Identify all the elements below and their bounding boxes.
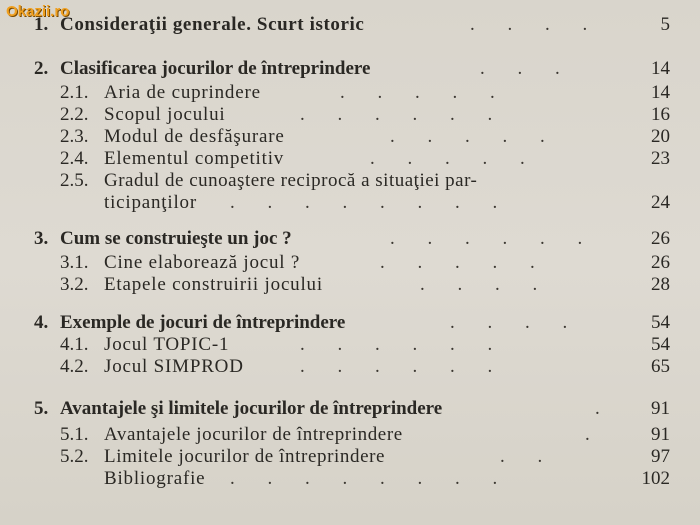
toc-page-number: 26 (651, 252, 670, 273)
toc-number: 2.5. (60, 170, 89, 191)
toc-number: 2.3. (60, 126, 89, 147)
toc-section-entry (0, 126, 700, 150)
toc-page-number: 14 (651, 82, 670, 103)
toc-title: Jocul TOPIC-1 (104, 334, 230, 355)
toc-number: 5.2. (60, 446, 89, 467)
toc-leader-dots: . . . . (470, 14, 602, 35)
toc-title: Modul de desfăşurare (104, 126, 285, 147)
toc-section-entry (0, 356, 700, 380)
toc-chapter-entry (0, 228, 700, 252)
toc-leader-dots: . . . . . . (300, 356, 507, 377)
toc-section-entry (0, 104, 700, 128)
toc-section-entry (0, 170, 700, 194)
toc-number: 1. (34, 14, 49, 35)
toc-number: 3.1. (60, 252, 89, 273)
toc-chapter-entry (0, 58, 700, 82)
toc-page-number: 14 (651, 58, 670, 79)
toc-page-number: 97 (651, 446, 670, 467)
toc-page-number: 24 (651, 192, 670, 213)
toc-title: Elementul competitiv (104, 148, 285, 169)
toc-number: 3. (34, 228, 49, 249)
toc-leader-dots: . . . . . . . . (230, 192, 512, 213)
toc-section-entry (0, 274, 700, 298)
toc-page-number: 5 (660, 14, 670, 35)
toc-leader-dots: . (595, 398, 614, 419)
toc-title: Clasificarea jocurilor de întreprindere (60, 58, 371, 79)
toc-title: Exemple de jocuri de întreprindere (60, 312, 346, 333)
toc-chapter-entry (0, 14, 700, 38)
toc-leader-dots: . . . . . . (300, 334, 507, 355)
toc-bibliography-entry (0, 468, 700, 492)
toc-section-entry (0, 148, 700, 172)
toc-title: Gradul de cunoaştere reciprocă a situaţiei par- (104, 170, 478, 191)
toc-leader-dots: . . . . . . (390, 228, 597, 249)
toc-title: ticipanţilor (104, 192, 197, 213)
toc-section-entry (0, 252, 700, 276)
toc-section-continuation (0, 192, 700, 216)
toc-page-number: 91 (651, 424, 670, 445)
toc-number: 3.2. (60, 274, 89, 295)
toc-leader-dots: . (585, 424, 604, 445)
toc-title: Bibliografie (104, 468, 206, 489)
toc-title: Cum se construieşte un joc ? (60, 228, 292, 249)
watermark-logo: Okazii.ro (6, 3, 70, 20)
toc-number: 5. (34, 398, 49, 419)
toc-leader-dots: . . . . . (370, 148, 539, 169)
toc-title: Aria de cuprindere (104, 82, 261, 103)
toc-title: Avantajele şi limitele jocurilor de întreprindere (60, 398, 443, 419)
toc-page-number: 65 (651, 356, 670, 377)
toc-chapter-entry (0, 312, 700, 336)
toc-title: Jocul SIMPROD (104, 356, 244, 377)
toc-leader-dots: . . (500, 446, 557, 467)
toc-leader-dots: . . . . . (390, 126, 559, 147)
toc-section-entry (0, 334, 700, 358)
toc-title: Etapele construirii jocului (104, 274, 323, 295)
toc-number: 4.2. (60, 356, 89, 377)
toc-leader-dots: . . . . (450, 312, 582, 333)
toc-chapter-entry (0, 398, 700, 422)
toc-leader-dots: . . . (480, 58, 574, 79)
toc-page-number: 16 (651, 104, 670, 125)
toc-title: Avantajele jocurilor de întreprindere (104, 424, 403, 445)
toc-leader-dots: . . . . . . . . (230, 468, 512, 489)
toc-title: Limitele jocurilor de întreprindere (104, 446, 386, 467)
toc-number: 4. (34, 312, 49, 333)
toc-page-number: 54 (651, 312, 670, 333)
toc-number: 5.1. (60, 424, 89, 445)
toc-section-entry (0, 446, 700, 470)
toc-leader-dots: . . . . . (380, 252, 549, 273)
toc-number: 2.4. (60, 148, 89, 169)
toc-section-entry (0, 82, 700, 106)
toc-number: 4.1. (60, 334, 89, 355)
toc-page-number: 20 (651, 126, 670, 147)
toc-page-number: 26 (651, 228, 670, 249)
toc-number: 2.2. (60, 104, 89, 125)
toc-number: 2.1. (60, 82, 89, 103)
toc-title: Cine elaborează jocul ? (104, 252, 301, 273)
toc-page-number: 23 (651, 148, 670, 169)
toc-page-number: 54 (651, 334, 670, 355)
toc-number: 2. (34, 58, 49, 79)
toc-title: Scopul jocului (104, 104, 226, 125)
toc-leader-dots: . . . . . (340, 82, 509, 103)
toc-page-number: 28 (651, 274, 670, 295)
toc-page-number: 102 (641, 468, 670, 489)
toc-page-number: 91 (651, 398, 670, 419)
toc-leader-dots: . . . . . . (300, 104, 507, 125)
toc-title: Consideraţii generale. Scurt istoric (60, 14, 365, 35)
toc-leader-dots: . . . . (420, 274, 552, 295)
toc-section-entry (0, 424, 700, 448)
